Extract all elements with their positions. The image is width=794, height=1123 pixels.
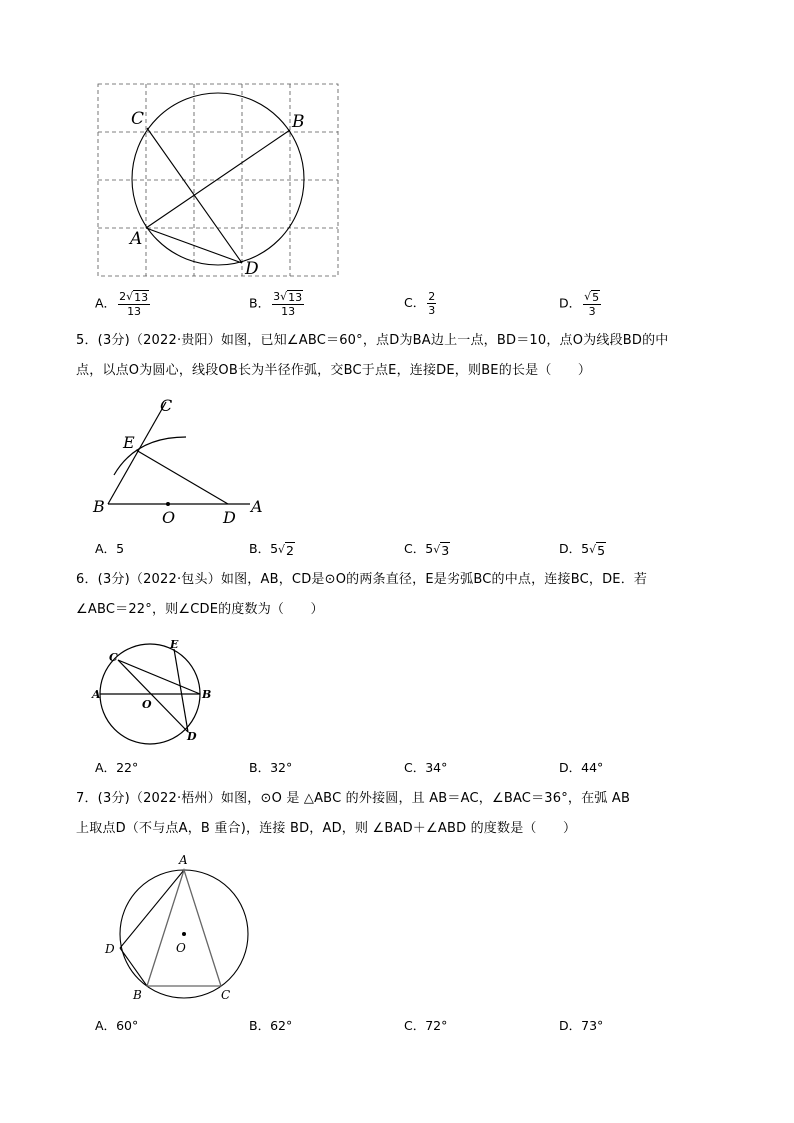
q4-label-d: D <box>245 259 259 279</box>
option-letter: A． <box>95 1018 117 1033</box>
q5-label-a: A <box>251 497 263 516</box>
q4-label-b: B <box>292 112 305 132</box>
q7-figure <box>100 852 250 1004</box>
question-5-line-2: 点，以点O为圆心，线段OB长为半径作弧，交BC于点E，连接DE，则BE的长是（ ） <box>76 363 592 378</box>
option-letter: C． <box>404 760 426 775</box>
question-6-line-2: ∠ABC＝22°，则∠CDE的度数为（ ） <box>76 602 324 617</box>
q4-option-a[interactable]: A． 2 √ 13 13 <box>95 290 149 318</box>
option-letter: A． <box>95 295 117 311</box>
q6-label-c: C <box>109 651 118 664</box>
q5-segment-de <box>136 450 228 504</box>
q4-option-d[interactable]: D． √ 5 3 <box>559 290 600 318</box>
q4-figure <box>90 78 350 283</box>
q4-segment-ab <box>146 130 290 228</box>
question-7-line-1: 7．(3分)（2022·梧州）如图，⊙O 是 △ABC 的外接圆，且 AB＝AC，∠BAC＝36°，在弧 AB <box>76 791 631 806</box>
q6-label-d: D <box>187 730 197 743</box>
q7-label-a: A <box>179 853 188 867</box>
q7-point-o <box>182 932 186 936</box>
q6-option-b[interactable]: B．32° <box>249 760 293 775</box>
option-letter: C． <box>404 1018 426 1033</box>
q5-label-e: E <box>123 433 135 452</box>
q6-option-c[interactable]: C．34° <box>404 760 448 775</box>
q7-label-o: O <box>176 941 186 955</box>
q5-label-o: O <box>162 508 176 524</box>
q6-label-o: O <box>142 698 152 711</box>
q6-label-a: A <box>92 688 101 701</box>
option-letter: B． <box>249 295 271 311</box>
option-letter: A． <box>95 541 117 556</box>
q6-label-e: E <box>170 638 179 651</box>
option-letter: D． <box>559 760 582 775</box>
q5-option-c[interactable]: C．5 √ 3 <box>404 541 450 558</box>
q7-option-b[interactable]: B．62° <box>249 1018 293 1033</box>
q5-point-o <box>166 502 170 506</box>
q5-label-d: D <box>223 508 236 524</box>
question-5-line-1: 5．(3分)（2022·贵阳）如图，已知∠ABC＝60°，点D为BA边上一点，BD＝10，点O为线段BD的中 <box>76 333 669 348</box>
q7-option-a[interactable]: A．60° <box>95 1018 139 1033</box>
q4-option-c[interactable]: C． $\frac{2}{3}$ <box>404 290 436 317</box>
option-letter: B． <box>249 541 271 556</box>
option-letter: D． <box>559 1018 582 1033</box>
q4-label-a: A <box>130 229 143 249</box>
question-7-stem <box>76 784 716 844</box>
q5-label-b: B <box>93 497 105 516</box>
option-letter: D． <box>559 541 582 556</box>
q6-option-d[interactable]: D．44° <box>559 760 604 775</box>
q7-segment-da <box>120 870 184 948</box>
q4-label-c: C <box>131 109 145 129</box>
question-5-stem <box>76 326 716 386</box>
question-6-stem <box>76 565 716 625</box>
q7-segment-db <box>120 948 147 986</box>
q7-label-c: C <box>221 988 231 1002</box>
q5-figure <box>88 392 278 524</box>
q4-option-b[interactable]: B． 3 √ 13 13 <box>249 290 303 318</box>
option-letter: B． <box>249 760 271 775</box>
q7-option-d[interactable]: D．73° <box>559 1018 604 1033</box>
q6-figure <box>90 634 220 749</box>
q5-ray-bc <box>108 402 166 504</box>
q5-option-d[interactable]: D．5 √ 5 <box>559 541 606 558</box>
question-6-line-1: 6．(3分)（2022·包头）如图，AB，CD是⊙O的两条直径，E是劣弧BC的中点，连接BC，DE．若 <box>76 572 648 587</box>
question-7-line-2: 上取点D（不与点A，B 重合)，连接 BD，AD，则 ∠BAD＋∠ABD 的度数是（ ） <box>76 821 577 836</box>
q7-triangle-abc <box>147 870 221 986</box>
q7-option-c[interactable]: C．72° <box>404 1018 448 1033</box>
q7-label-b: B <box>133 988 142 1002</box>
q5-option-b[interactable]: B．5 √ 2 <box>249 541 294 558</box>
q6-option-a[interactable]: A．22° <box>95 760 139 775</box>
option-letter: B． <box>249 1018 271 1033</box>
q6-label-b: B <box>202 688 212 701</box>
option-letter: C． <box>404 295 426 310</box>
q6-segment-bc <box>118 660 200 694</box>
option-letter: A． <box>95 760 117 775</box>
q5-option-a[interactable]: A．5 <box>95 541 125 556</box>
q5-label-c: C <box>160 396 173 415</box>
q7-label-d: D <box>105 942 115 956</box>
option-letter: D． <box>559 295 582 311</box>
option-letter: C． <box>404 541 426 556</box>
